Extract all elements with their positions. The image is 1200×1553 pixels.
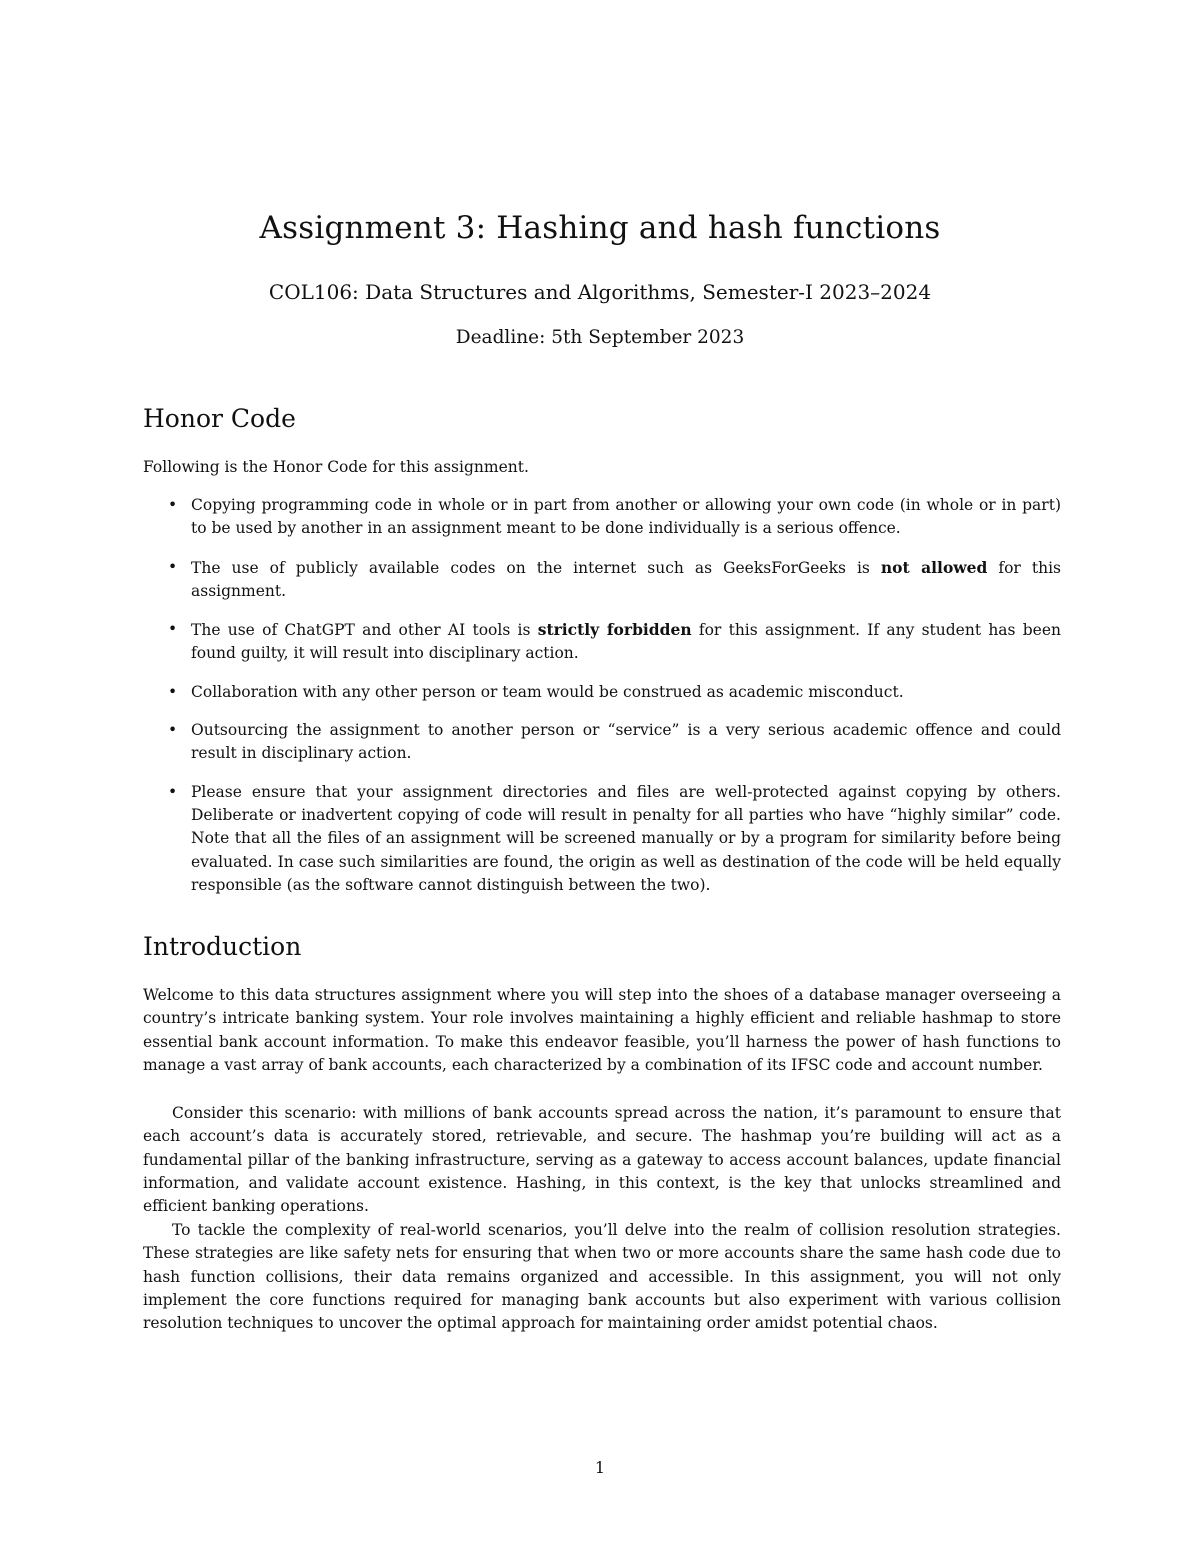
list-item-text: Collaboration with any other person or team would be construed as academic misconduct. [191,682,904,701]
bullet-icon: • [168,682,178,701]
honor-code-intro: Following is the Honor Code for this assignment. [143,458,529,476]
bullet-icon: • [168,496,178,514]
list-item-text: Copying programming code in whole or in part from another or allowing your own code (in whole or in part) to be used by another in an assignment meant to be done individually is a serious offence. [191,496,1061,538]
list-item [143,681,1061,704]
emphasis-text: not allowed [880,557,988,577]
list-item-text: Please ensure that your assignment directories and files are well-protected against copying by others. Deliberate or inadvertent copying of code will result in penalty for all parties who have “highly similar” code. Note that all the files of an assignment will be screened manually or by a program for similarity before being evaluated. In case such similarities are found, the origin as well as destination of the code will be held equally responsible (as the software cannot distinguish between the two). [191,782,1061,894]
bullet-icon: • [168,557,178,576]
page-number: 1 [594,1458,606,1477]
document-title: Assignment 3: Hashing and hash functions [259,210,941,246]
honor-code-list [143,494,1061,912]
intro-paragraph: To tackle the complexity of real-world scenarios, you’ll delve into the realm of collision resolution strategies. These strategies are like safety nets for ensuring that when two or more accounts share the same hash code due to hash function collisions, their data remains organized and accessible. In this assignment, you will not only implement the core functions required for managing bank accounts but also experiment with various collision resolution techniques to uncover the optimal approach for maintaining order amidst potential chaos. [143,1221,1061,1333]
intro-paragraph: Consider this scenario: with millions of bank accounts spread across the nation, it’s paramount to ensure that each account’s data is accurately stored, retrievable, and secure. The hashmap you’re building will act as a fundamental pillar of the banking infrastructure, serving as a gateway to access account balances, update financial information, and validate account existence. Hashing, in this context, is the key that unlocks streamlined and efficient banking operations. [143,1104,1061,1216]
bullet-icon: • [168,782,178,801]
list-item [143,719,1061,766]
bullet-icon: • [168,620,178,639]
list-item-text: The use of publicly available codes on the internet such as GeeksForGeeks is [191,558,881,577]
bullet-icon: • [168,721,178,740]
list-item-text: for this assignment. [191,558,1061,600]
introduction-heading: Introduction [143,932,302,961]
list-item-text: Outsourcing the assignment to another person or “service” is a very serious academic offence and could result in disciplinary action. [191,721,1061,763]
emphasis-text: strictly forbidden [537,620,692,640]
list-item [143,494,1061,541]
course-subtitle: COL106: Data Structures and Algorithms, Semester-I 2023–2024 [268,280,932,304]
list-item [143,781,1061,897]
list-item-text: for this assignment. If any student has been found guilty, it will result into disciplinary action. [191,621,1062,663]
list-item [143,556,1061,604]
list-item-text: The use of ChatGPT and other AI tools is [191,621,538,640]
honor-code-heading: Honor Code [143,404,296,433]
deadline-line: Deadline: 5th September 2023 [455,327,745,348]
intro-paragraph: Welcome to this data structures assignment where you will step into the shoes of a database manager overseeing a country’s intricate banking system. Your role involves maintaining a highly efficient and reliable hashmap to store essential bank account information. To make this endeavor feasible, you’ll harness the power of hash functions to manage a vast array of bank accounts, each characterized by a combination of its IFSC code and account number. [143,986,1061,1074]
list-item [143,618,1061,666]
